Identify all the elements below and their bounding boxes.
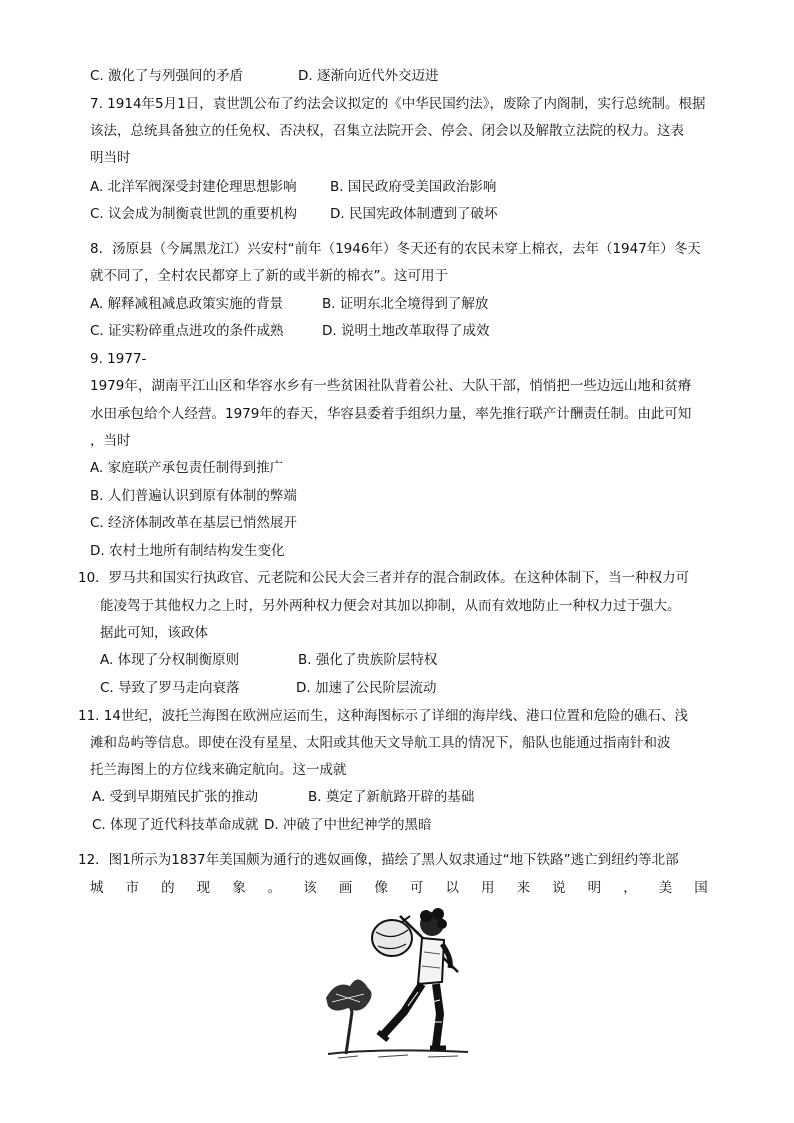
- option-b: B. 国民政府受美国政治影响: [330, 179, 497, 195]
- question-text: 7. 1914年5月1日，袁世凯公布了约法会议拟定的《中华民国约法》，废除了内阁制，实行总统制。根据: [90, 96, 706, 112]
- question-text: 水田承包给个人经营。1979年的春天，华容县委着手组织力量，率先推行联产计酬责任制。由此可知: [90, 406, 692, 422]
- option-b: B. 人们普遍认识到原有体制的弊端: [90, 488, 297, 504]
- option-d: D. 冲破了中世纪神学的黑暗: [264, 817, 432, 833]
- question-text-justified: [90, 878, 708, 898]
- q6-option-d: D. 逐渐向近代外交迈进: [298, 68, 439, 84]
- char: 以: [445, 880, 459, 896]
- question-text: 据此可知，该政体: [100, 625, 208, 641]
- option-b: B. 强化了贵族阶层特权: [298, 652, 438, 668]
- question-text: 9. 1977-: [90, 351, 147, 367]
- char: 可: [409, 880, 424, 896]
- question-text: 托兰海图上的方位线来确定航向。这一成就: [90, 762, 347, 778]
- runaway-slave-drawing: [318, 902, 478, 1062]
- question-text: 1979年，湖南平江山区和华容水乡有一些贫困社队背着公社、大队干部，悄悄把一些边远山地和贫瘠: [90, 378, 692, 394]
- q6-option-c: C. 激化了与列强间的矛盾: [90, 68, 244, 84]
- char: ，: [623, 880, 637, 896]
- option-d: D. 说明土地改革取得了成效: [322, 323, 490, 339]
- option-c: C. 议会成为制衡袁世凯的重要机构: [90, 206, 298, 222]
- option-c: C. 体现了近代科技革命成就: [92, 817, 259, 833]
- char: 该: [303, 880, 317, 896]
- question-text: 12．图1所示为1837年美国颇为通行的逃奴画像，描绘了黑人奴隶通过“地下铁路”逃亡到纽约等北部: [78, 852, 679, 868]
- char: 美: [658, 880, 673, 896]
- question-text: 明当时: [90, 150, 131, 166]
- char: 城: [90, 880, 104, 896]
- char: 现: [196, 880, 211, 896]
- char: 来: [516, 880, 531, 896]
- question-text: 滩和岛屿等信息。即使在没有星星、太阳或其他天文导航工具的情况下，船队也能通过指南针和波: [90, 735, 671, 751]
- option-a: A. 受到早期殖民扩张的推动: [92, 789, 259, 805]
- question-text: 就不同了，全村农民都穿上了新的或半新的棉衣”。这可用于: [90, 268, 448, 284]
- char: 说: [552, 880, 566, 896]
- option-c: C. 证实粉碎重点进攻的条件成熟: [90, 323, 284, 339]
- option-a: A. 解释减租减息政策实施的背景: [90, 296, 284, 312]
- char: 国: [694, 880, 708, 896]
- option-c: C. 经济体制改革在基层已悄然展开: [90, 515, 298, 531]
- char: 用: [481, 880, 495, 896]
- option-d: D. 农村土地所有制结构发生变化: [90, 543, 285, 559]
- char: 象: [232, 880, 246, 896]
- option-b: B. 证明东北全境得到了解放: [322, 296, 489, 312]
- option-a: A. 体现了分权制衡原则: [100, 652, 240, 668]
- question-text: 10．罗马共和国实行执政官、元老院和公民大会三者并存的混合制政体。在这种体制下，当一种权力可: [78, 570, 690, 586]
- option-a: A. 北洋军阀深受封建伦理思想影响: [90, 179, 297, 195]
- char: 的: [161, 880, 175, 896]
- question-text: 8．汤原县（今属黑龙江）兴安村“前年（1946年）冬天还有的农民未穿上棉衣，去年（1947年）冬天: [90, 241, 701, 257]
- char: 。: [267, 880, 282, 896]
- char: 像: [374, 880, 388, 896]
- question-text: 11. 14世纪，波托兰海图在欧洲应运而生，这种海图标示了详细的海岸线、港口位置和危险的礁石、浅: [78, 708, 688, 724]
- runaway-slave-illustration: [318, 902, 478, 1062]
- char: 明: [587, 880, 602, 896]
- option-c: C. 导致了罗马走向衰落: [100, 680, 240, 696]
- option-a: A. 家庭联产承包责任制得到推广: [90, 460, 284, 476]
- question-text: 能凌驾于其他权力之上时，另外两种权力便会对其加以抑制，从而有效地防止一种权力过于强大。: [100, 598, 681, 614]
- option-d: D. 加速了公民阶层流动: [296, 680, 437, 696]
- option-d: D. 民国宪政体制遭到了破坏: [330, 206, 498, 222]
- question-text: 该法，总统具备独立的任免权、否决权，召集立法院开会、停会、闭会以及解散立法院的权力。这表: [90, 123, 684, 139]
- question-text: ，当时: [90, 433, 131, 449]
- char: 市: [125, 880, 140, 896]
- option-b: B. 奠定了新航路开辟的基础: [308, 789, 475, 805]
- char: 画: [338, 880, 353, 896]
